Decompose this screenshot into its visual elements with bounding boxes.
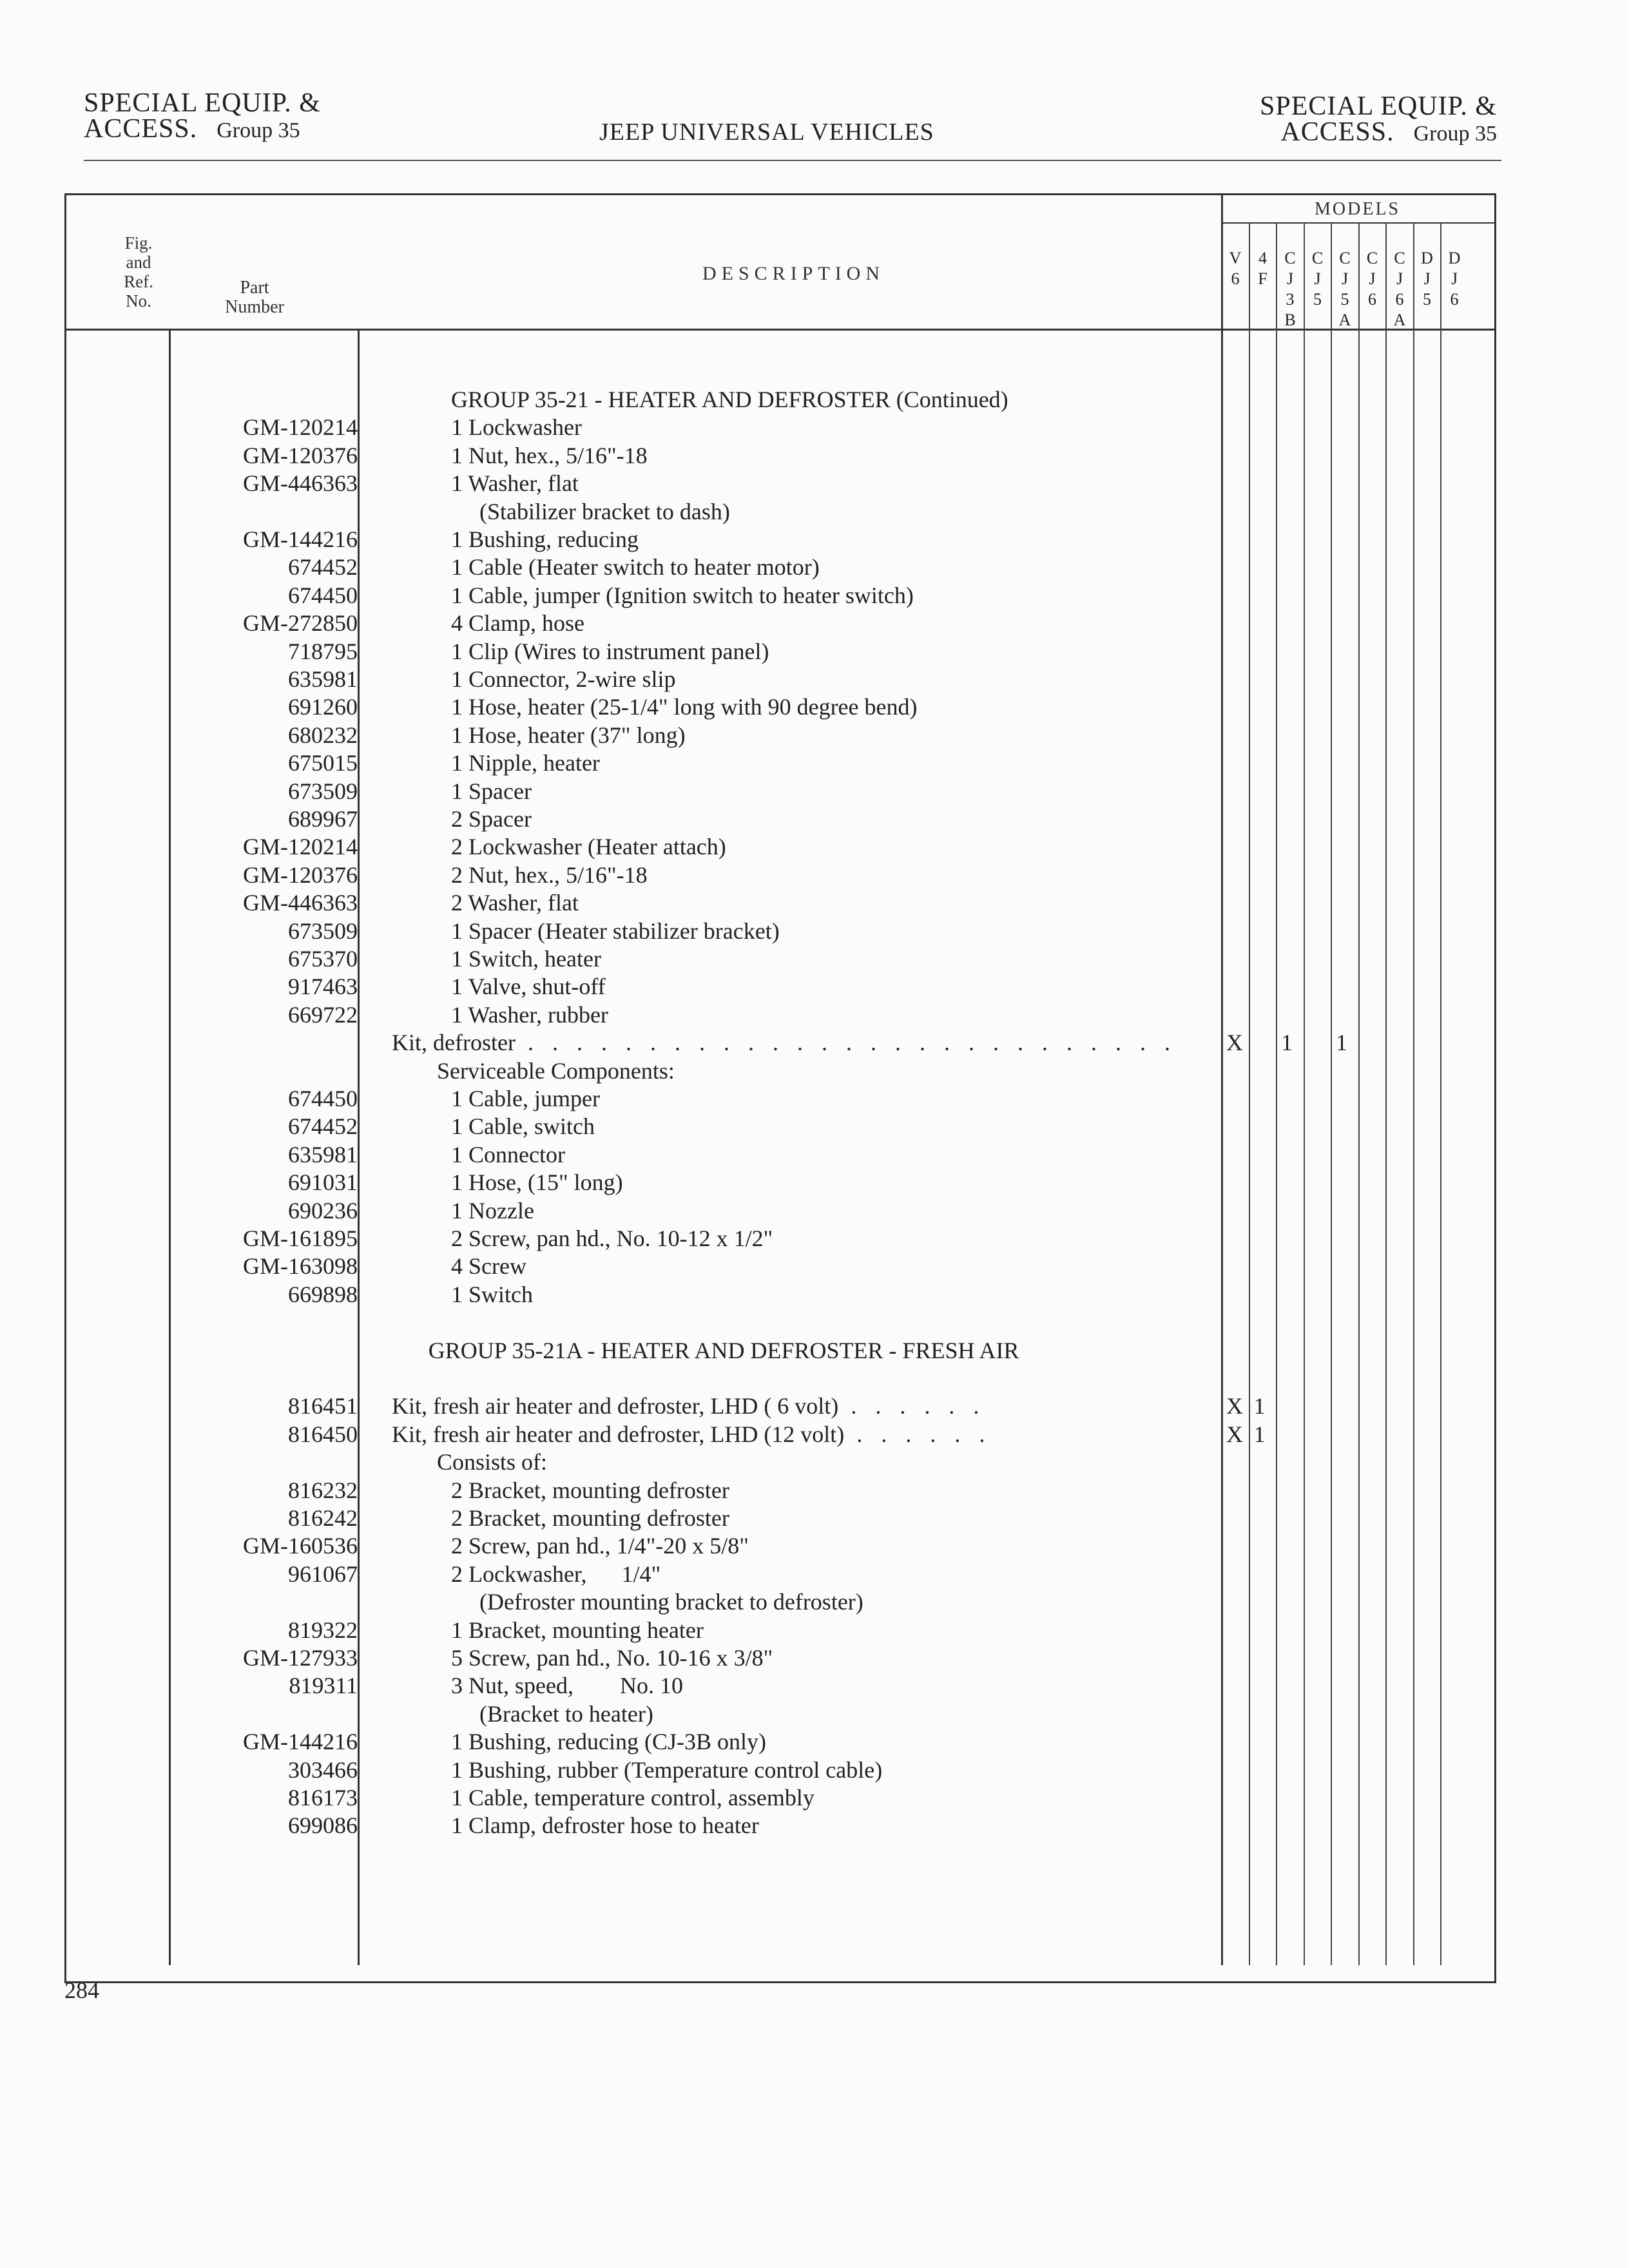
description-text: 2 Nut, hex., 5/16"-18	[451, 861, 648, 888]
part-number: 673509	[288, 918, 358, 944]
model-applicability-mark: 1	[1253, 1421, 1266, 1447]
description-text: 1 Nut, hex., 5/16"-18	[451, 442, 648, 468]
part-description	[451, 1673, 683, 1698]
model-column-divider	[1440, 222, 1441, 1965]
description-text: 1 Cable, temperature control, assembly	[451, 1785, 815, 1811]
model-column-divider	[1331, 222, 1332, 1965]
part-description	[451, 1253, 526, 1279]
description-text: 1 Bushing, rubber (Temperature control cable)	[451, 1756, 883, 1783]
description-text: 1 Connector	[451, 1141, 565, 1168]
part-number: 635981	[288, 666, 358, 692]
part-number: 961067	[288, 1561, 358, 1587]
description-text: 1 Hose, heater (37" long)	[451, 722, 686, 748]
running-head-left	[84, 90, 321, 144]
part-number: 816173	[288, 1785, 358, 1811]
part-description	[451, 1477, 729, 1503]
part-description	[479, 1701, 653, 1727]
description-text: Serviceable Components:	[437, 1057, 675, 1084]
column-header-description: DESCRIPTION	[702, 263, 885, 284]
description-text: 1 Lockwasher	[451, 414, 582, 441]
description-text: 1 Washer, rubber	[451, 1001, 608, 1028]
header-rule	[84, 160, 1501, 161]
part-number: 303466	[288, 1756, 358, 1783]
part-description	[451, 1198, 534, 1224]
part-number: 816451	[288, 1393, 358, 1419]
part-description	[451, 834, 726, 860]
part-description	[451, 1282, 533, 1307]
section-title-line2: ACCESS. Group 35	[1280, 117, 1497, 147]
part-description	[451, 666, 676, 692]
group-label: Group 35	[217, 119, 300, 142]
model-applicability-mark: X	[1226, 1030, 1243, 1056]
description-text: 2 Lockwasher (Heater attach)	[451, 834, 726, 860]
part-number: 819311	[289, 1673, 358, 1699]
description-text: 2 Lockwasher, 1/4"	[451, 1561, 661, 1587]
description-text: 1 Connector, 2-wire slip	[451, 666, 676, 692]
model-applicability-mark: 1	[1253, 1393, 1266, 1419]
part-description	[451, 639, 769, 664]
description-text: 2 Bracket, mounting defroster	[451, 1505, 729, 1531]
part-description	[451, 750, 600, 776]
part-number: GM-446363	[243, 470, 358, 497]
part-number: 675370	[288, 946, 358, 972]
part-description	[437, 1058, 675, 1084]
column-divider-desc	[1221, 193, 1223, 1965]
part-description	[451, 778, 532, 804]
part-description	[451, 1142, 565, 1168]
column-divider-part	[358, 329, 360, 1965]
part-number: 635981	[288, 1141, 358, 1168]
description-text: 1 Nozzle	[451, 1197, 534, 1224]
part-description	[451, 1561, 660, 1587]
part-description	[451, 1113, 595, 1139]
column-header-fig-ref: Fig. and Ref. No.	[124, 233, 153, 311]
leader-dots: . . . . . .	[844, 1421, 992, 1447]
description-text: 2 Bracket, mounting defroster	[451, 1477, 729, 1503]
part-description	[451, 582, 914, 608]
part-description	[437, 1449, 547, 1475]
part-description	[451, 1002, 608, 1028]
description-text: 1 Cable, switch	[451, 1113, 595, 1140]
model-column-divider	[1385, 222, 1387, 1965]
description-text: (Defroster mounting bracket to defroster)	[479, 1589, 863, 1615]
part-number: 675015	[288, 750, 358, 776]
description-text: 1 Cable, jumper	[451, 1086, 600, 1111]
part-description	[392, 1421, 991, 1447]
part-number: GM-163098	[243, 1253, 358, 1280]
part-description	[451, 610, 584, 636]
description-text: 1 Switch	[451, 1281, 534, 1307]
description-text: GROUP 35-21A - HEATER AND DEFROSTER - FRESH AIR	[428, 1337, 1019, 1363]
part-description	[451, 1225, 773, 1251]
part-number: GM-120214	[243, 834, 358, 860]
part-description	[451, 1729, 766, 1754]
model-column-header: C J 5	[1311, 249, 1324, 309]
description-text: 1 Bushing, reducing	[451, 526, 639, 552]
description-text: 1 Valve, shut-off	[451, 974, 606, 1000]
part-description	[451, 918, 780, 944]
part-description	[451, 694, 917, 720]
description-text: 1 Switch, heater	[451, 946, 601, 972]
description-text: Kit, fresh air heater and defroster, LHD (12 volt)	[392, 1421, 845, 1447]
part-description	[451, 1169, 623, 1195]
part-number: 699086	[288, 1812, 358, 1839]
model-column-divider	[1276, 222, 1277, 1965]
part-description	[451, 554, 820, 580]
running-head-center: JEEP UNIVERSAL VEHICLES	[599, 119, 934, 146]
column-header-part-number: Part Number	[225, 278, 284, 317]
part-number: GM-144216	[243, 526, 358, 552]
model-column-header: V 6	[1229, 249, 1242, 288]
model-applicability-mark: X	[1226, 1393, 1243, 1419]
part-description	[451, 946, 601, 972]
model-column-divider	[1304, 222, 1305, 1965]
description-text: Consists of:	[437, 1449, 548, 1475]
part-number: GM-160536	[243, 1533, 358, 1559]
column-header-models: MODELS	[1315, 199, 1401, 219]
description-text: 1 Spacer (Heater stabilizer bracket)	[451, 918, 780, 944]
part-number: 816232	[288, 1477, 358, 1503]
section-title-line1: SPECIAL EQUIP. &	[84, 88, 321, 118]
part-description	[451, 1812, 759, 1838]
part-description	[451, 1785, 815, 1811]
running-head-right	[1260, 93, 1497, 147]
part-number: 917463	[288, 974, 358, 1000]
part-description	[479, 499, 730, 524]
model-column-divider	[1358, 222, 1360, 1965]
model-column-divider	[1413, 222, 1414, 1965]
part-description	[392, 1393, 985, 1419]
part-number: 674452	[288, 554, 358, 581]
description-text: 1 Washer, flat	[451, 470, 579, 497]
part-number: 689967	[288, 806, 358, 832]
description-text: 4 Clamp, hose	[451, 610, 584, 637]
model-applicability-mark: 1	[1336, 1030, 1347, 1056]
part-number: 680232	[288, 722, 358, 748]
description-text: 1 Cable, jumper (Ignition switch to heater switch)	[451, 582, 914, 608]
part-description	[451, 1617, 704, 1643]
description-text: (Stabilizer bracket to dash)	[479, 498, 730, 524]
part-description	[392, 1030, 1177, 1055]
part-number: GM-120376	[243, 442, 358, 468]
part-number: 816242	[288, 1505, 358, 1531]
description-text: GROUP 35-21 - HEATER AND DEFROSTER (Continued)	[451, 387, 1008, 412]
section-title-line1: SPECIAL EQUIP. &	[1260, 91, 1497, 121]
description-text: 2 Screw, pan hd., 1/4"-20 x 5/8"	[451, 1533, 749, 1559]
part-number: 691260	[288, 694, 358, 720]
model-column-header: 4 F	[1258, 249, 1268, 288]
model-applicability-mark: X	[1226, 1421, 1243, 1447]
description-text: 1 Clamp, defroster hose to heater	[451, 1812, 759, 1839]
page-number: 284	[64, 1977, 99, 2003]
description-text: 5 Screw, pan hd., No. 10-16 x 3/8"	[451, 1645, 773, 1671]
part-description	[451, 974, 606, 999]
part-description	[451, 722, 686, 748]
part-description	[451, 890, 579, 916]
description-text: 2 Spacer	[451, 806, 532, 832]
description-text: Kit, fresh air heater and defroster, LHD ( 6 volt)	[392, 1393, 839, 1419]
part-description	[451, 387, 1008, 412]
part-description	[451, 470, 579, 496]
description-text: Kit, defroster	[392, 1030, 516, 1056]
description-text: 4 Screw	[451, 1253, 526, 1280]
part-description	[451, 1757, 882, 1783]
model-column-header: D J 5	[1421, 249, 1433, 309]
part-description	[479, 1589, 863, 1615]
group-label: Group 35	[1413, 122, 1497, 146]
description-text: (Bracket to heater)	[479, 1700, 653, 1727]
description-text: 1 Bracket, mounting heater	[451, 1617, 704, 1643]
part-description	[451, 1533, 749, 1559]
part-number: GM-127933	[243, 1645, 358, 1671]
description-text: 1 Spacer	[451, 778, 532, 804]
part-description	[451, 414, 582, 440]
part-description	[451, 806, 532, 832]
part-description	[451, 1645, 773, 1671]
part-description	[451, 526, 639, 552]
part-description	[451, 862, 648, 888]
model-column-header: C J 6 A	[1393, 249, 1406, 329]
description-text: 1 Clip (Wires to instrument panel)	[451, 638, 769, 664]
part-number: 674452	[288, 1113, 358, 1140]
part-number: 718795	[288, 638, 358, 664]
description-text: 1 Hose, heater (25-1/4" long with 90 degree bend)	[451, 694, 918, 720]
description-text: 2 Screw, pan hd., No. 10-12 x 1/2"	[451, 1225, 773, 1251]
part-number: GM-120376	[243, 861, 358, 888]
model-column-header: D J 6	[1448, 249, 1461, 309]
description-text: 1 Bushing, reducing (CJ-3B only)	[451, 1729, 766, 1755]
part-description	[451, 1505, 729, 1531]
part-number: GM-144216	[243, 1729, 358, 1755]
leader-dots: . . . . . . . . . . . . . . . . . . . . . . . . . . .	[515, 1030, 1177, 1056]
part-number: 669722	[288, 1001, 358, 1028]
leader-dots: . . . . . .	[838, 1393, 986, 1419]
part-number: 691031	[288, 1169, 358, 1196]
part-number: 819322	[288, 1617, 358, 1643]
description-text: 2 Washer, flat	[451, 890, 579, 916]
description-text: 3 Nut, speed, No. 10	[451, 1673, 683, 1699]
part-number: GM-161895	[243, 1225, 358, 1251]
part-description	[429, 1338, 1019, 1363]
part-number: GM-272850	[243, 610, 358, 637]
description-text: 1 Cable (Heater switch to heater motor)	[451, 554, 820, 581]
model-column-header: C J 6	[1366, 249, 1378, 309]
part-number: GM-120214	[243, 414, 358, 441]
part-number: 669898	[288, 1281, 358, 1307]
description-text: 1 Nipple, heater	[451, 750, 600, 776]
part-description	[451, 1086, 600, 1111]
part-number: 674450	[288, 582, 358, 608]
part-number: 673509	[288, 778, 358, 804]
model-applicability-mark: 1	[1281, 1030, 1293, 1056]
model-column-header: C J 3 B	[1284, 249, 1296, 329]
description-text: 1 Hose, (15" long)	[451, 1169, 623, 1196]
part-number: 674450	[288, 1086, 358, 1111]
part-number: GM-446363	[243, 890, 358, 916]
model-column-divider	[1249, 222, 1250, 1965]
part-number: 690236	[288, 1197, 358, 1224]
model-column-header: C J 5 A	[1338, 249, 1351, 329]
part-number: 816450	[288, 1421, 358, 1447]
part-description	[451, 443, 648, 468]
section-title-line2: ACCESS. Group 35	[84, 114, 300, 144]
